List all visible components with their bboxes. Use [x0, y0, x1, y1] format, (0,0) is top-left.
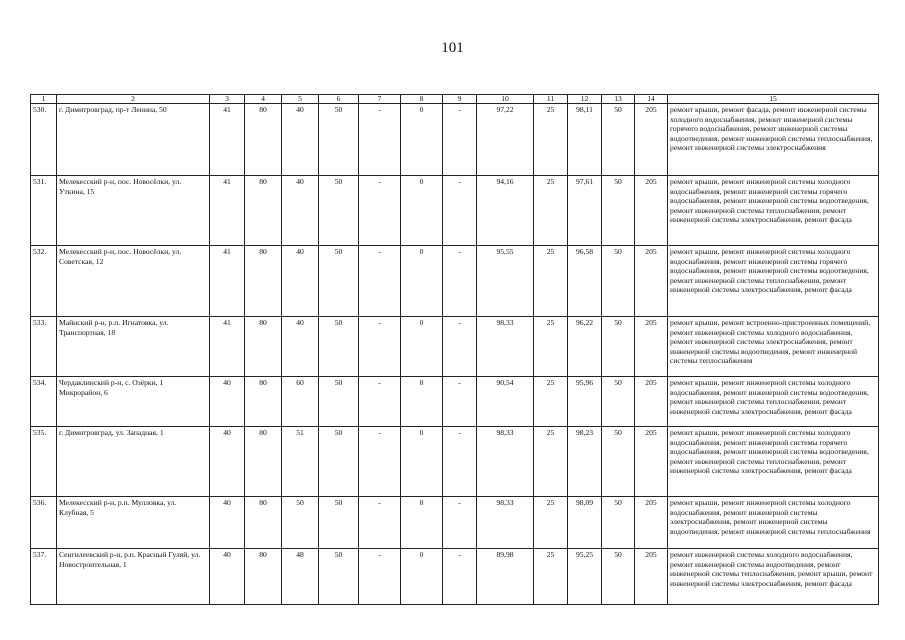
value-cell: 50 [602, 427, 635, 497]
value-cell: 96,22 [568, 317, 602, 377]
works-cell: ремонт крыши, ремонт инженерной системы холодного водоснабжения, ремонт инженерной системы горячего водоснабжения, ремонт инженерной системы водоотведения, ремонт инженерной системы теплоснабжения, ремонт инженерной системы электроснабжения, ремонт фасада [668, 246, 879, 317]
value-cell: - [359, 317, 401, 377]
value-cell: 41 [210, 104, 245, 176]
value-cell: - [359, 246, 401, 317]
value-cell: - [443, 317, 477, 377]
value-cell: 50 [602, 176, 635, 246]
address-cell: Майнский р-н, р.п. Игнатовка, ул. Транспортная, 18 [57, 317, 210, 377]
value-cell: 97,61 [568, 176, 602, 246]
value-cell: 48 [282, 549, 319, 605]
address-cell: Мелекесский р-н, р.п. Мулловка, ул. Клубная, 5 [57, 497, 210, 549]
works-cell: ремонт крыши, ремонт фасада, ремонт инженерной системы холодного водоснабжения, ремонт инженерной системы горячего водоснабжения, ремонт инженерной системы водоотведения, ремонт инженерной системы теплоснабжения, ремонт инженерной системы электроснабжения [668, 104, 879, 176]
row-number: 532. [31, 246, 57, 317]
table-row [31, 176, 879, 246]
table-row [31, 497, 879, 549]
value-cell: 80 [245, 377, 282, 427]
value-cell: - [443, 497, 477, 549]
value-cell: 0 [401, 427, 443, 497]
value-cell: 25 [534, 497, 568, 549]
value-cell: 40 [282, 104, 319, 176]
value-cell: 41 [210, 317, 245, 377]
column-header: 1 [31, 95, 57, 104]
address-cell: Сенгилеевский р-н, р.п. Красный Гуляй, ул. Новостроительная, 1 [57, 549, 210, 605]
value-cell: 25 [534, 377, 568, 427]
value-cell: 50 [602, 246, 635, 317]
works-cell: ремонт крыши, ремонт инженерной системы холодного водоснабжения, ремонт инженерной системы водоотведения, ремонт инженерной системы теплоснабжения, ремонт инженерной системы электроснабжения, ремонт фасада [668, 377, 879, 427]
value-cell: 0 [401, 497, 443, 549]
value-cell: 50 [319, 549, 359, 605]
value-cell: 205 [635, 246, 668, 317]
table-row [31, 104, 879, 176]
data-table [30, 94, 879, 605]
column-header: 10 [477, 95, 534, 104]
value-cell: 80 [245, 497, 282, 549]
value-cell: 98,23 [568, 427, 602, 497]
value-cell: 98,33 [477, 427, 534, 497]
header-row [31, 95, 879, 104]
value-cell: 95,25 [568, 549, 602, 605]
value-cell: 205 [635, 104, 668, 176]
value-cell: 40 [282, 317, 319, 377]
value-cell: 40 [210, 427, 245, 497]
table-row [31, 377, 879, 427]
value-cell: 205 [635, 497, 668, 549]
value-cell: 89,98 [477, 549, 534, 605]
value-cell: - [443, 246, 477, 317]
value-cell: 60 [282, 377, 319, 427]
row-number: 537. [31, 549, 57, 605]
value-cell: 94,16 [477, 176, 534, 246]
column-header: 9 [443, 95, 477, 104]
value-cell: 41 [210, 246, 245, 317]
value-cell: 50 [319, 427, 359, 497]
row-number: 534. [31, 377, 57, 427]
value-cell: 80 [245, 427, 282, 497]
value-cell: - [359, 549, 401, 605]
value-cell: 0 [401, 246, 443, 317]
column-header: 6 [319, 95, 359, 104]
row-number: 530. [31, 104, 57, 176]
value-cell: - [443, 549, 477, 605]
value-cell: 50 [319, 246, 359, 317]
value-cell: 205 [635, 377, 668, 427]
value-cell: 50 [319, 377, 359, 427]
value-cell: 40 [210, 497, 245, 549]
value-cell: 50 [602, 104, 635, 176]
column-header: 11 [534, 95, 568, 104]
column-header: 8 [401, 95, 443, 104]
value-cell: 205 [635, 176, 668, 246]
value-cell: 50 [319, 176, 359, 246]
value-cell: 0 [401, 377, 443, 427]
works-cell: ремонт крыши, ремонт инженерной системы холодного водоснабжения, ремонт инженерной системы электроснабжения, ремонт инженерной системы водоотведения, ремонт инженерной системы теплоснабжения [668, 497, 879, 549]
value-cell: 25 [534, 427, 568, 497]
column-header: 15 [668, 95, 879, 104]
column-header: 4 [245, 95, 282, 104]
value-cell: 50 [602, 549, 635, 605]
works-cell: ремонт крыши, ремонт инженерной системы холодного водоснабжения, ремонт инженерной системы горячего водоснабжения, ремонт инженерной системы водоотведения, ремонт инженерной системы теплоснабжения, ремонт инженерной системы электроснабжения, ремонт фасада [668, 176, 879, 246]
table-body [31, 104, 879, 605]
value-cell: 0 [401, 317, 443, 377]
value-cell: 98,09 [568, 497, 602, 549]
column-header: 3 [210, 95, 245, 104]
value-cell: 50 [319, 317, 359, 377]
value-cell: 90,54 [477, 377, 534, 427]
column-header: 13 [602, 95, 635, 104]
value-cell: 50 [282, 497, 319, 549]
table-row [31, 317, 879, 377]
value-cell: - [359, 104, 401, 176]
address-cell: Мелекесский р-н, пос. Новосёлки, ул. Уткина, 15 [57, 176, 210, 246]
address-cell: г. Димитровград, пр-т Ленина, 50 [57, 104, 210, 176]
column-header: 2 [57, 95, 210, 104]
page-number: 101 [441, 40, 464, 56]
value-cell: 40 [210, 377, 245, 427]
table-row [31, 549, 879, 605]
column-header: 14 [635, 95, 668, 104]
value-cell: 50 [602, 377, 635, 427]
value-cell: 98,33 [477, 317, 534, 377]
value-cell: - [359, 377, 401, 427]
value-cell: 0 [401, 549, 443, 605]
value-cell: 205 [635, 317, 668, 377]
value-cell: 51 [282, 427, 319, 497]
value-cell: - [443, 104, 477, 176]
value-cell: 25 [534, 246, 568, 317]
value-cell: 95,55 [477, 246, 534, 317]
address-cell: г. Димитровград, ул. Западная, 1 [57, 427, 210, 497]
value-cell: 0 [401, 176, 443, 246]
column-header: 12 [568, 95, 602, 104]
value-cell: 25 [534, 549, 568, 605]
value-cell: 96,58 [568, 246, 602, 317]
value-cell: 25 [534, 317, 568, 377]
value-cell: 205 [635, 427, 668, 497]
value-cell: 98,33 [477, 497, 534, 549]
table-row [31, 246, 879, 317]
row-number: 531. [31, 176, 57, 246]
value-cell: 41 [210, 176, 245, 246]
row-number: 536. [31, 497, 57, 549]
value-cell: 80 [245, 549, 282, 605]
value-cell: - [359, 497, 401, 549]
table-row [31, 427, 879, 497]
works-cell: ремонт инженерной системы холодного водоснабжения, ремонт инженерной системы водоотведения, ремонт инженерной системы теплоснабжения, ремонт крыши, ремонт инженерной системы электроснабжения, ремонт фасада [668, 549, 879, 605]
value-cell: 50 [602, 497, 635, 549]
value-cell: 205 [635, 549, 668, 605]
value-cell: 40 [282, 176, 319, 246]
value-cell: 50 [319, 497, 359, 549]
value-cell: - [359, 176, 401, 246]
column-header: 5 [282, 95, 319, 104]
value-cell: 50 [602, 317, 635, 377]
value-cell: 40 [210, 549, 245, 605]
row-number: 535. [31, 427, 57, 497]
column-header: 7 [359, 95, 401, 104]
value-cell: 80 [245, 317, 282, 377]
value-cell: 40 [282, 246, 319, 317]
value-cell: 80 [245, 104, 282, 176]
value-cell: 25 [534, 176, 568, 246]
value-cell: 80 [245, 176, 282, 246]
works-cell: ремонт крыши, ремонт встроенно-пристроенных помещений, ремонт инженерной системы холодного водоснабжения, ремонт инженерной системы электроснабжения, ремонт инженерной системы водоотведения, ремонт инженерной системы теплоснабжения [668, 317, 879, 377]
value-cell: 50 [319, 104, 359, 176]
value-cell: 80 [245, 246, 282, 317]
works-cell: ремонт крыши, ремонт инженерной системы холодного водоснабжения, ремонт инженерной системы горячего водоснабжения, ремонт инженерной системы водоотведения, ремонт инженерной системы теплоснабжения, ремонт инженерной системы электроснабжения, ремонт фасада [668, 427, 879, 497]
value-cell: - [443, 427, 477, 497]
row-number: 533. [31, 317, 57, 377]
value-cell: 98,11 [568, 104, 602, 176]
value-cell: 0 [401, 104, 443, 176]
value-cell: 97,22 [477, 104, 534, 176]
value-cell: - [359, 427, 401, 497]
address-cell: Мелекесский р-н, пос. Новосёлки, ул. Советская, 12 [57, 246, 210, 317]
address-cell: Чердаклинский р-н, с. Озёрки, 1 Микрорайон, 6 [57, 377, 210, 427]
value-cell: 95,96 [568, 377, 602, 427]
value-cell: - [443, 377, 477, 427]
value-cell: - [443, 176, 477, 246]
value-cell: 25 [534, 104, 568, 176]
